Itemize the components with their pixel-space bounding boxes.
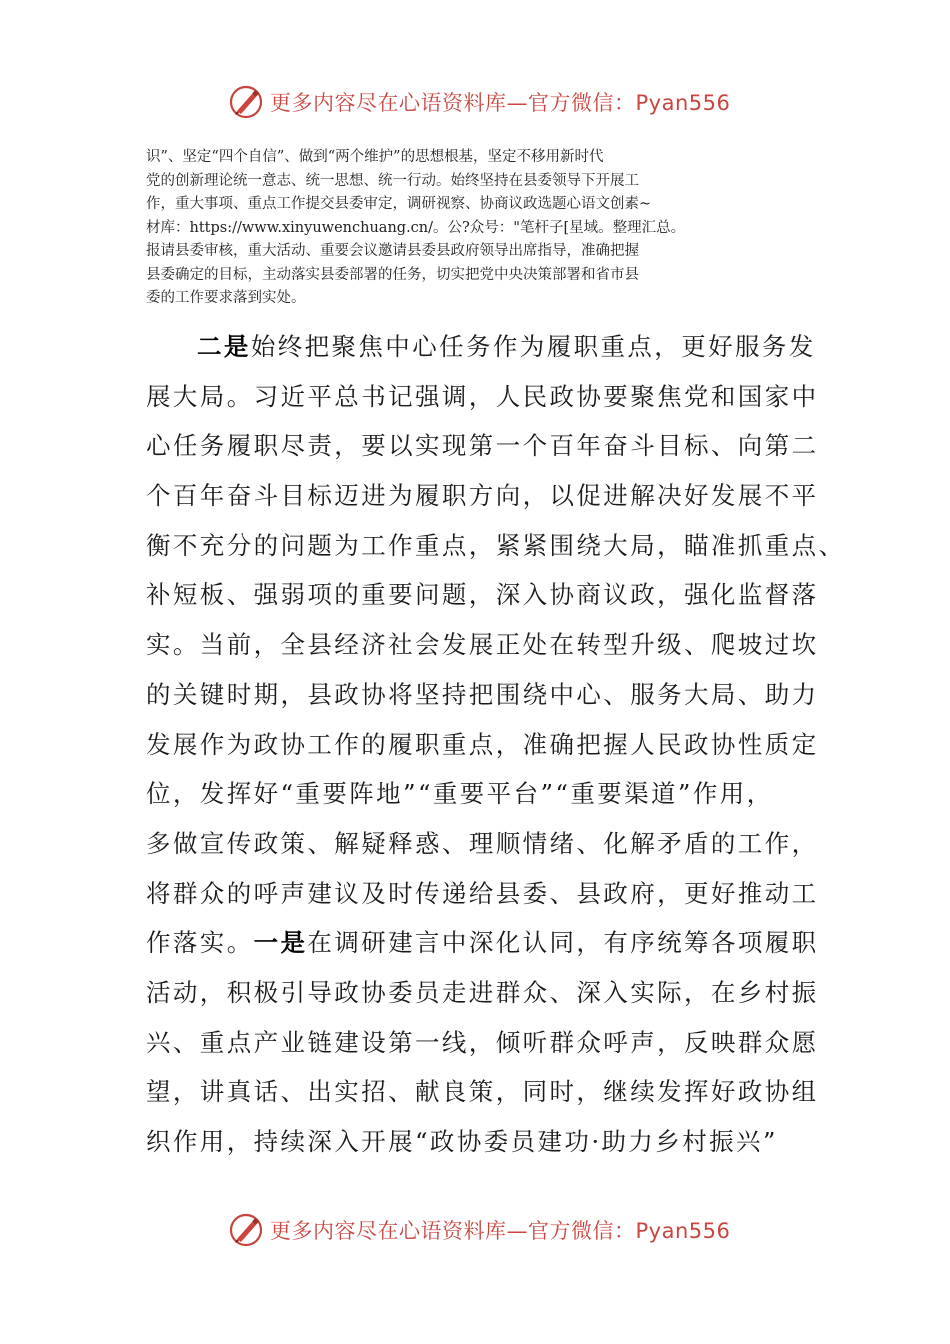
paragraph-line: 将群众的呼声建议及时传递给县委、县政府，更好推动工 <box>146 878 819 908</box>
section-two-paragraph <box>146 322 846 1167</box>
paragraph-first-line <box>146 322 826 372</box>
paragraph-line: 望，讲真话、出实招、献良策，同时，继续发挥好政协组 <box>146 1077 819 1107</box>
paragraph-line: 心任务履职尽责，要以实现第一个百年奋斗目标、向第二 <box>146 431 819 461</box>
paragraph-text: 在调研建言中深化认同，有序统筹各项履职 <box>307 928 819 958</box>
subpoint-lead-label: 一是 <box>253 928 308 958</box>
banner-text: 更多内容尽在心语资料库—官方微信：Pyan556 <box>270 1219 731 1243</box>
paragraph-line: 衡不充分的问题为工作重点，紧紧围绕大局，瞄准抓重点、 <box>146 530 846 560</box>
paragraph-line: 补短板、强弱项的重要问题，深入协商议政，强化监督落 <box>146 580 819 610</box>
paragraph-line: 发展作为政协工作的履职重点，准确把握人民政协性质定 <box>146 729 819 759</box>
paragraph-line: 个百年奋斗目标迈进为履职方向，以促进解决好发展不平 <box>146 481 819 511</box>
paragraph-line: 多做宣传政策、解疑释惑、理顺情绪、化解矛盾的工作， <box>146 828 819 858</box>
paragraph-line: 展大局。习近平总书记强调，人民政协要聚焦党和国家中 <box>146 381 819 411</box>
header-watermark-banner <box>228 82 730 122</box>
intro-paragraph <box>146 146 836 311</box>
intro-line: 县委确定的目标，主动落实县委部署的任务，切实把党中央决策部署和省市县 <box>146 266 639 283</box>
banner-text: 更多内容尽在心语资料库—官方微信：Pyan556 <box>270 91 731 115</box>
paragraph-text: 作落实。 <box>146 928 254 958</box>
paragraph-line: 位，发挥好“重要阵地”“重要平台”“重要渠道”作用， <box>146 779 774 809</box>
fountain-pen-logo-icon <box>228 84 264 120</box>
paragraph-line: 活动，积极引导政协委员走进群众、深入实际，在乡村振 <box>146 977 819 1007</box>
intro-line: 作，重大事项、重点工作提交县委审定，调研视察、协商议政选题心语文创素~ <box>146 196 652 212</box>
paragraph-line: 的关键时期，县政协将坚持把围绕中心、服务大局、助力 <box>146 679 819 709</box>
section-lead-label: 二是 <box>197 332 251 361</box>
intro-line: 材库：https://www.xinyuwenchuang.cn/。公?众号："笔杆子[星域。整理汇总。 <box>146 219 686 236</box>
fountain-pen-logo-icon <box>228 1212 264 1248</box>
footer-watermark-banner <box>228 1210 730 1250</box>
paragraph-line: 兴、重点产业链建设第一线，倾听群众呼声，反映群众愿 <box>146 1027 819 1057</box>
intro-line: 识”、坚定“四个自信”、做到“两个维护”的思想根基，坚定不移用新时代 <box>146 149 604 165</box>
paragraph-line: 织作用，持续深入开展“政协委员建功·助力乡村振兴” <box>146 1127 778 1156</box>
paragraph-line: 实。当前，全县经济社会发展正处在转型升级、爬坡过坎 <box>146 630 819 660</box>
intro-line: 报请县委审核，重大活动、重要会议邀请县委县政府领导出席指导，准确把握 <box>146 243 639 259</box>
paragraph-text: 始终把聚焦中心任务作为履职重点，更好服务发 <box>250 332 816 361</box>
intro-line: 党的创新理论统一意志、统一思想、统一行动。始终坚持在县委领导下开展工 <box>146 172 639 189</box>
intro-line: 委的工作要求落到实处。 <box>146 290 306 306</box>
paragraph-mixed-line <box>146 918 826 968</box>
